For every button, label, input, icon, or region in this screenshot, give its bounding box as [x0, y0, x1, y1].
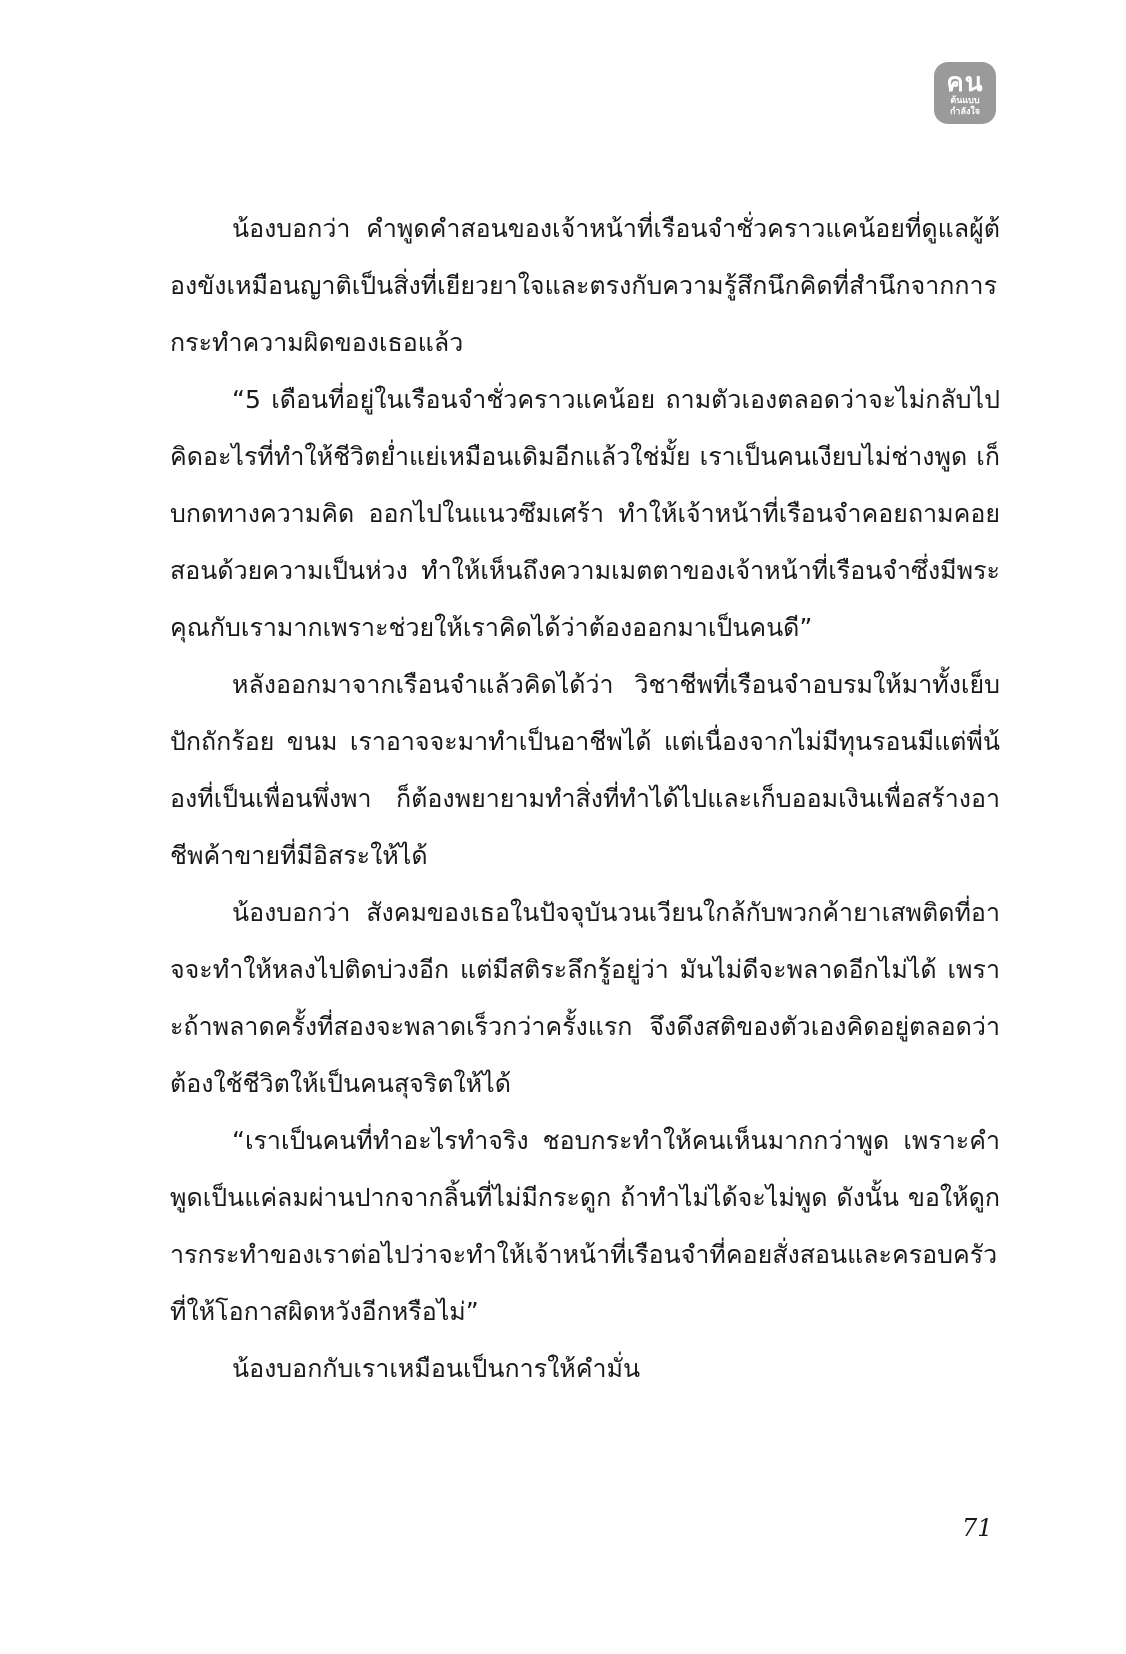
paragraph-1: น้องบอกว่า คำพูดคำสอนของเจ้าหน้าที่เรือนจำชั่วคราวแคน้อยที่ดูแลผู้ต้องขังเหมือนญาติเป็นสิ่งที่เยียวยาใจและตรงกับความรู้สึกนึกคิดที่สำนึกจากการกระทำความผิดของเธอแล้ว — [170, 214, 1000, 357]
paragraph-2: “5 เดือนที่อยู่ในเรือนจำชั่วคราวแคน้อย ถามตัวเองตลอดว่าจะไม่กลับไปคิดอะไรที่ทำให้ชีวิตย่ำแย่เหมือนเดิมอีกแล้วใช่มั้ย เราเป็นคนเงียบไม่ช่างพูด เก็บกดทางความคิด ออกไปในแนวซึมเศร้า ทำให้เจ้าหน้าที่เรือนจำคอยถามคอยสอนด้วยความเป็นห่วง ทำให้เห็นถึงความเมตตาของเจ้าหน้าที่เรือนจำซึ่งมีพระคุณกับเรามากเพราะช่วยให้เราคิดได้ว่าต้องออกมาเป็นคนดี” — [170, 385, 1000, 642]
book-series-logo — [934, 62, 996, 124]
paragraph-5: “เราเป็นคนที่ทำอะไรทำจริง ชอบกระทำให้คนเห็นมากกว่าพูด เพราะคำพูดเป็นแค่ลมผ่านปากจากลิ้นที่ไม่มีกระดูก ถ้าทำไม่ได้จะไม่พูด ดังนั้น ขอให้ดูการกระทำของเราต่อไปว่าจะทำให้เจ้าหน้าที่เรือนจำที่คอยสั่งสอนและครอบครัวที่ให้โอกาสผิดหวังอีกหรือไม่” — [170, 1126, 1000, 1326]
logo-subtext-1: ต้นแบบ — [950, 96, 980, 106]
logo-main-text: คน — [946, 68, 984, 98]
paragraph-6: น้องบอกกับเราเหมือนเป็นการให้คำมั่น — [232, 1354, 641, 1383]
page-number: 71 — [962, 1514, 993, 1542]
logo-subtext-2: กำลังใจ — [949, 107, 981, 117]
paragraph-4: น้องบอกว่า สังคมของเธอในปัจจุบันวนเวียนใกล้กับพวกค้ายาเสพติดที่อาจจะทำให้หลงไปติดบ่วงอีก แต่มีสติระลึกรู้อยู่ว่า มันไม่ดีจะพลาดอีกไม่ได้ เพราะถ้าพลาดครั้งที่สองจะพลาดเร็วกว่าครั้งแรก จึงดึงสติของตัวเองคิดอยู่ตลอดว่า ต้องใช้ชีวิตให้เป็นคนสุจริตให้ได้ — [170, 898, 1000, 1098]
paragraph-3: หลังออกมาจากเรือนจำแล้วคิดได้ว่า วิชาชีพที่เรือนจำอบรมให้มาทั้งเย็บปักถักร้อย ขนม เราอาจจะมาทำเป็นอาชีพได้ แต่เนื่องจากไม่มีทุนรอนมีแต่พี่น้องที่เป็นเพื่อนพึ่งพา ก็ต้องพยายามทำสิ่งที่ทำได้ไปและเก็บออมเงินเพื่อสร้างอาชีพค้าขายที่มีอิสระให้ได้ — [170, 670, 1000, 870]
page-body — [170, 200, 1000, 1397]
